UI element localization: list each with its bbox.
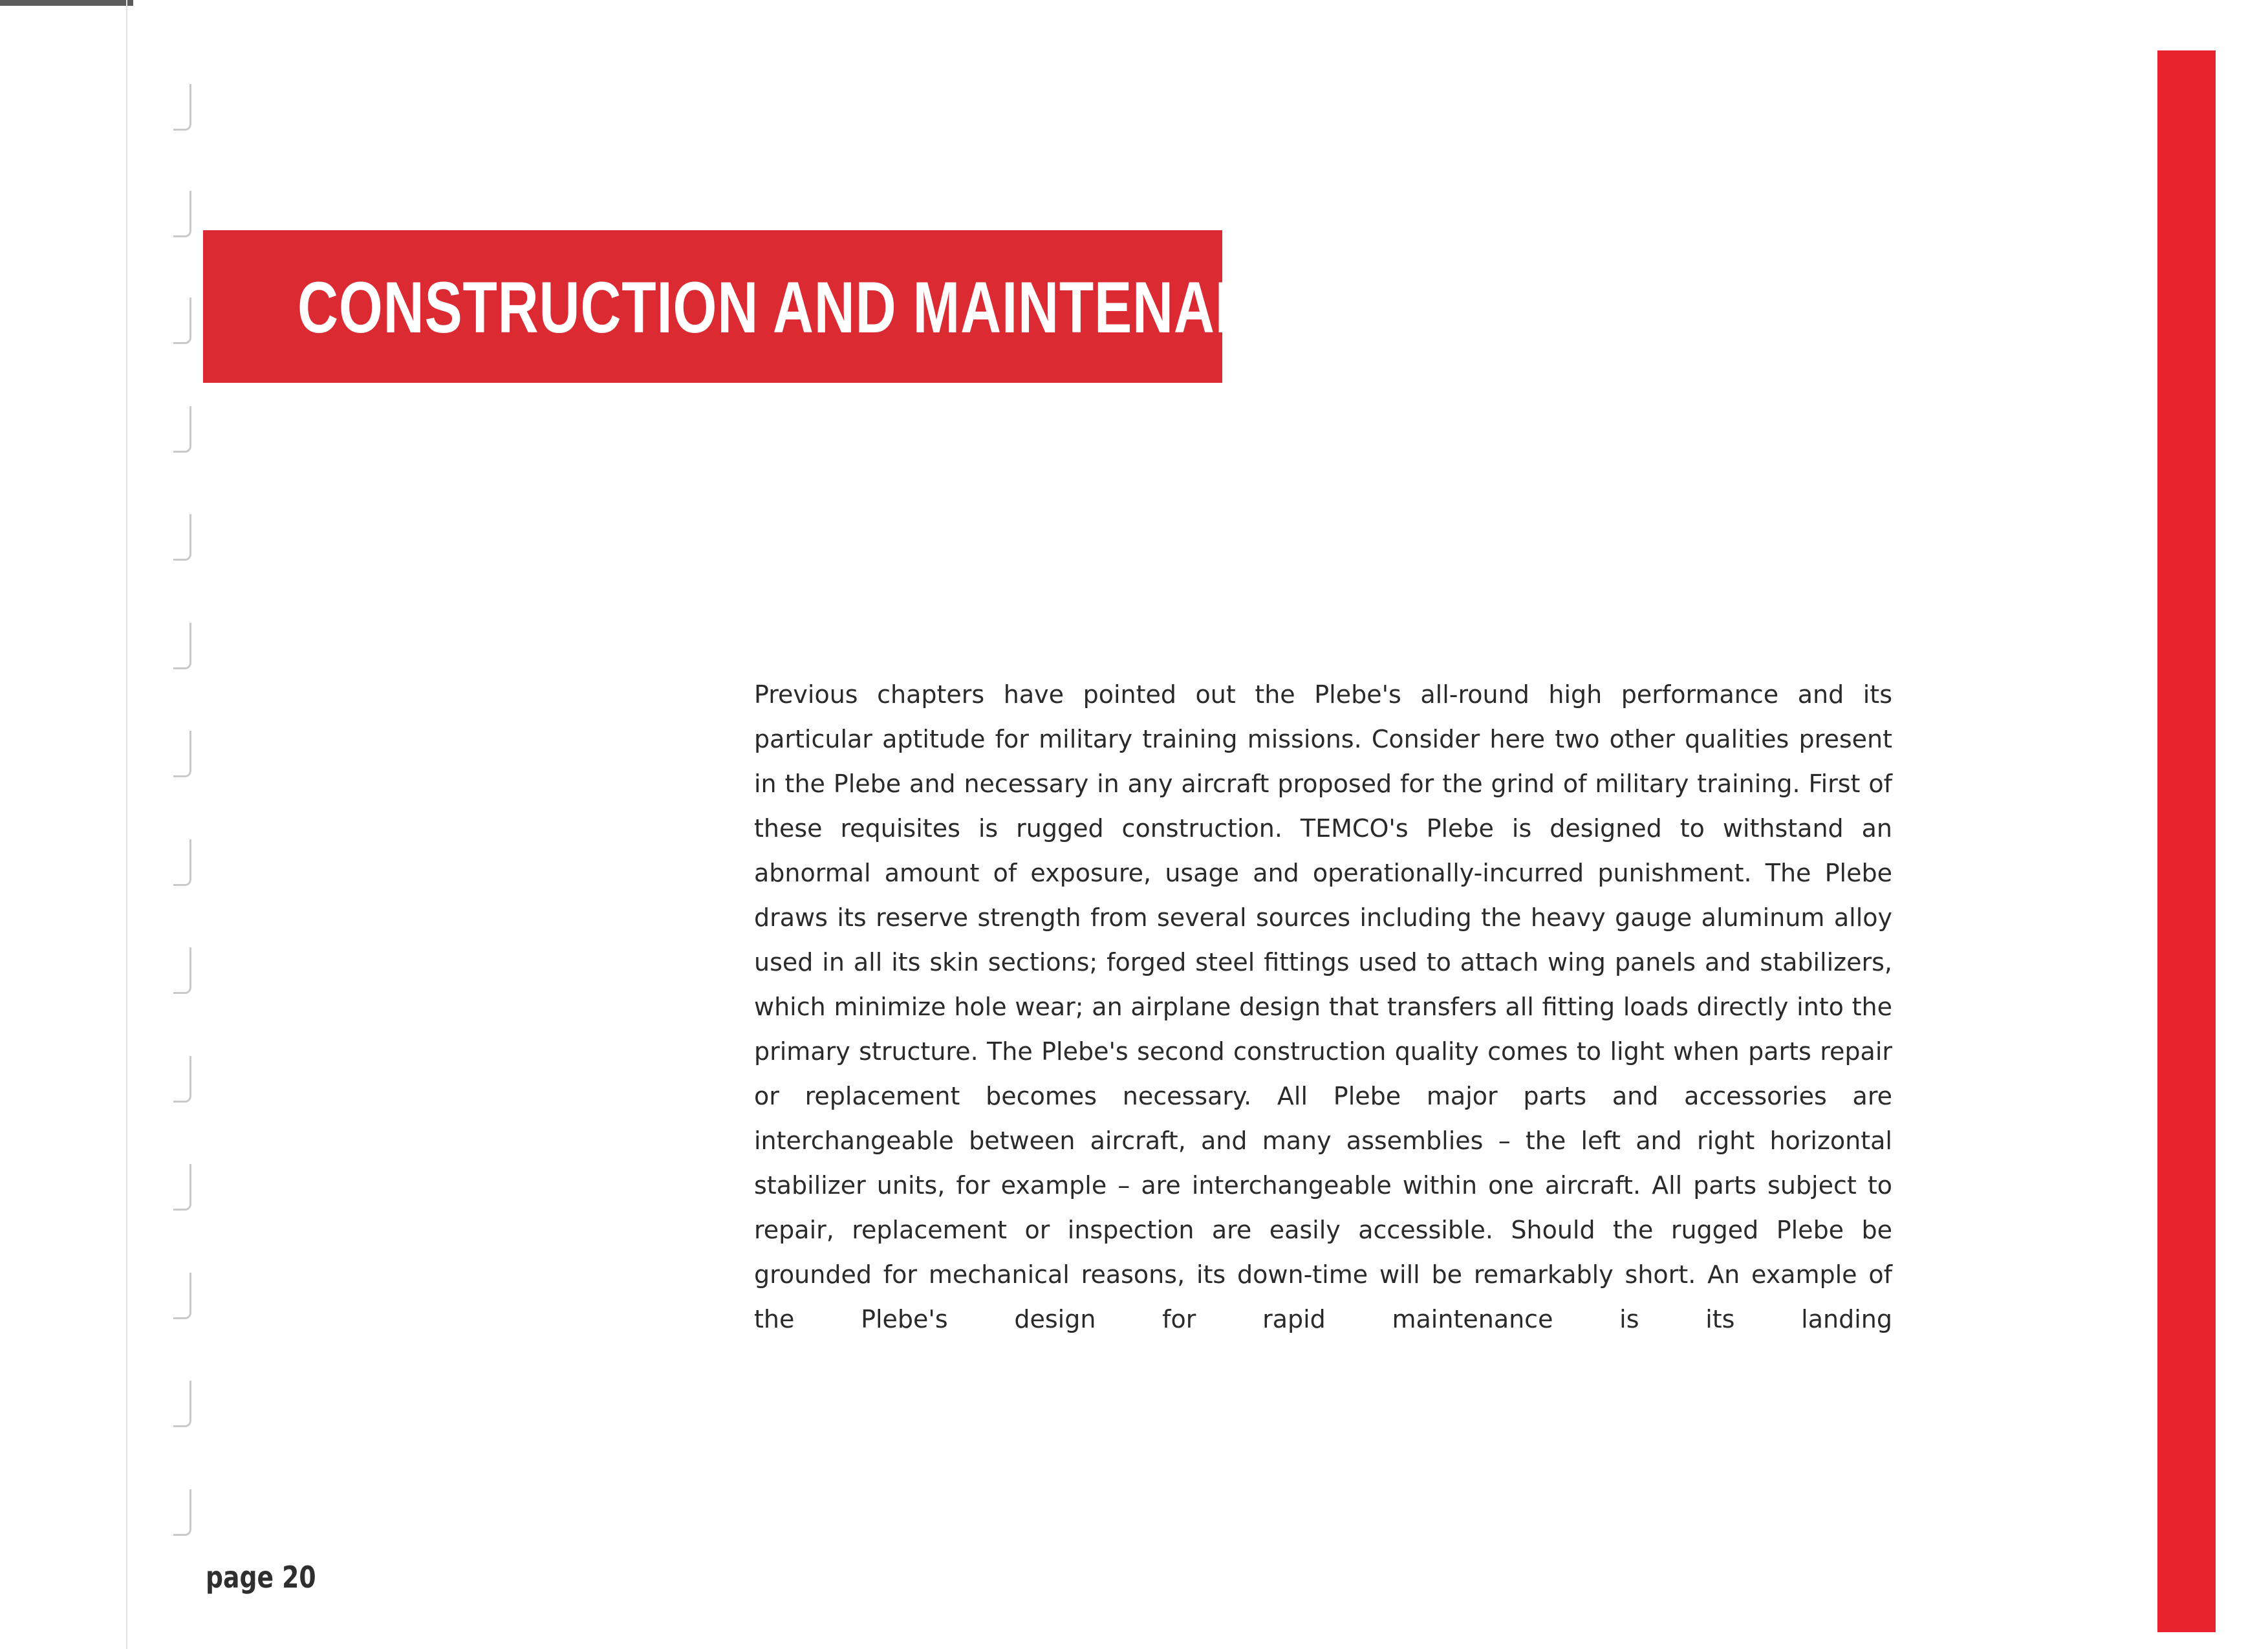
page-title: CONSTRUCTION AND MAINTENANCE bbox=[297, 267, 1336, 348]
binding-hole bbox=[173, 623, 191, 669]
binding-hole bbox=[173, 731, 191, 777]
binding-hole bbox=[173, 84, 191, 131]
binding-hole bbox=[173, 1273, 191, 1319]
binding-hole bbox=[173, 1056, 191, 1103]
body-paragraph: Previous chapters have pointed out the Plebe's all-round high performance and its particular aptitude for military training missions. Consider here two other qualities present in the Plebe and necessary in any aircraft proposed for the grind of military training. First of these requisites is rugged construction. TEMCO's Plebe is designed to withstand an abnormal amount of exposure, usage and operationally-incurred punishment. The Plebe draws its reserve strength from several sources including the heavy gauge aluminum alloy used in all its skin sections; forged steel fittings used to attach wing panels and stabilizers, which minimize hole wear; an airplane design that transfers all fitting loads directly into the primary structure. The Plebe's second construction quality comes to light when parts repair or replacement becomes necessary. All Plebe major parts and accessories are interchangeable between aircraft, and many assemblies – the left and right horizontal stabilizer units, for example – are interchangeable within one aircraft. All parts subject to repair, replacement or inspection are easily accessible. Should the rugged Plebe be grounded for mechanical reasons, its down-time will be remarkably short. An example of the Plebe's design for rapid maintenance is its landing bbox=[754, 680, 1892, 1333]
binding-hole bbox=[173, 1381, 191, 1427]
binding-hole bbox=[173, 191, 191, 237]
binding-hole bbox=[173, 947, 191, 994]
binding-hole bbox=[173, 297, 191, 344]
binding-hole bbox=[173, 406, 191, 453]
binding-hole bbox=[173, 1489, 191, 1536]
edge-color-bar bbox=[2157, 50, 2216, 1632]
binding-hole bbox=[173, 1164, 191, 1211]
binding-holes bbox=[0, 0, 207, 1649]
page-number: page 20 bbox=[206, 1560, 316, 1595]
binding-hole bbox=[173, 514, 191, 561]
title-banner bbox=[203, 230, 1336, 383]
binding-hole bbox=[173, 839, 191, 886]
